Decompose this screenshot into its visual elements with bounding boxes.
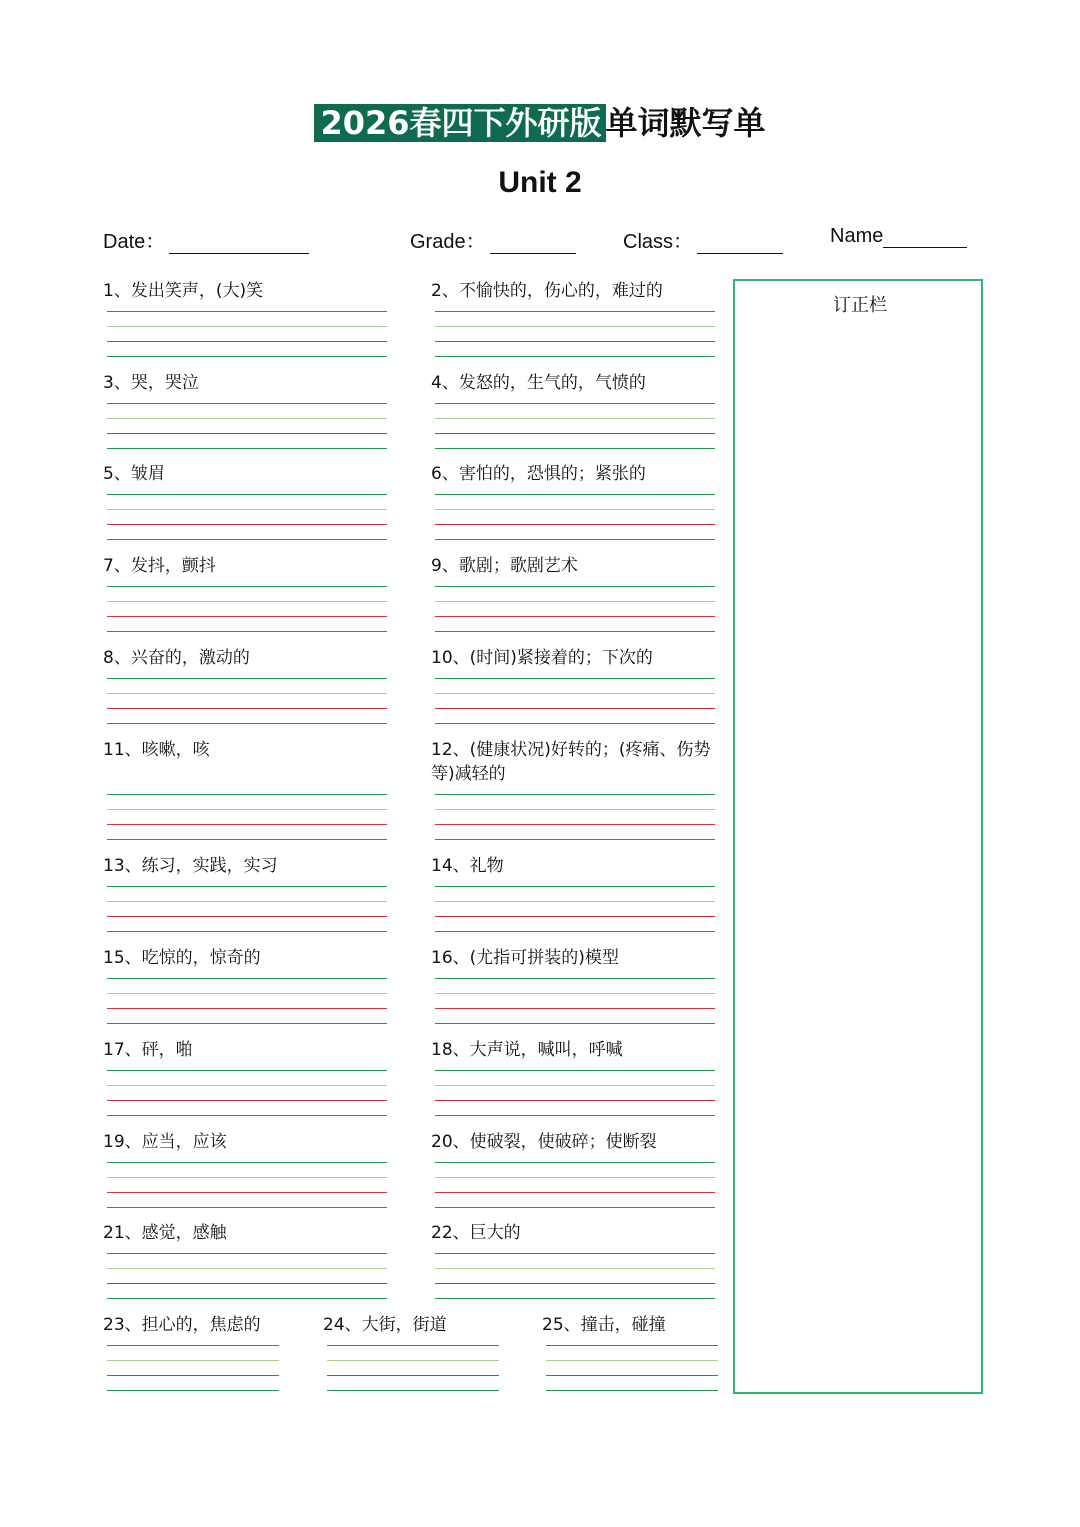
writing-line: [107, 1390, 279, 1391]
writing-line: [107, 931, 387, 932]
writing-line: [107, 794, 387, 795]
writing-line: [107, 601, 387, 602]
correction-box[interactable]: [733, 279, 983, 1394]
word-item: [431, 738, 715, 786]
writing-line: [107, 1345, 279, 1346]
writing-line: [435, 616, 715, 617]
writing-line: [107, 708, 387, 709]
writing-line: [435, 631, 715, 632]
writing-line: [107, 326, 387, 327]
word-item: [542, 1313, 718, 1337]
writing-line: [546, 1375, 718, 1376]
word-item: [103, 646, 387, 670]
writing-line: [435, 794, 715, 795]
writing-line: [107, 978, 387, 979]
page-title: [314, 97, 765, 149]
writing-line: [435, 403, 715, 404]
writing-line: [107, 1085, 387, 1086]
word-prompt: 15、吃惊的，惊奇的: [103, 948, 261, 968]
word-prompt: 20、使破裂，使破碎；使断裂: [431, 1132, 657, 1152]
writing-line: [435, 539, 715, 540]
title-rest: 单词默写单: [605, 104, 766, 142]
writing-line: [107, 693, 387, 694]
word-prompt: 12、(健康状况)好转的；(疼痛、伤势等)减轻的: [431, 740, 711, 784]
word-prompt: 25、撞击，碰撞: [542, 1315, 666, 1335]
writing-line: [107, 678, 387, 679]
word-item: [431, 854, 715, 878]
word-item: [103, 1038, 387, 1062]
grade-label: Grade：: [410, 231, 486, 253]
writing-line: [107, 1253, 387, 1254]
writing-line: [107, 1207, 387, 1208]
writing-line: [107, 539, 387, 540]
word-prompt: 6、害怕的，恐惧的；紧张的: [431, 464, 646, 484]
writing-line: [435, 1070, 715, 1071]
name-label: Name: [830, 225, 884, 247]
writing-line: [107, 1268, 387, 1269]
writing-line: [107, 1298, 387, 1299]
unit-heading: Unit 2: [498, 166, 582, 199]
date-blank[interactable]: [169, 233, 309, 254]
date-field[interactable]: [103, 225, 309, 254]
writing-line: [435, 824, 715, 825]
word-prompt: 23、担心的，焦虑的: [103, 1315, 261, 1335]
writing-line: [107, 1192, 387, 1193]
writing-line: [435, 901, 715, 902]
word-item: [103, 946, 387, 970]
word-item: [103, 1221, 387, 1245]
word-item: [103, 462, 387, 486]
date-label: Date：: [103, 231, 166, 253]
writing-line: [435, 839, 715, 840]
writing-line: [327, 1375, 499, 1376]
writing-line: [107, 901, 387, 902]
writing-line: [435, 601, 715, 602]
writing-line: [107, 433, 387, 434]
writing-line: [435, 1177, 715, 1178]
writing-line: [435, 311, 715, 312]
writing-line: [435, 1162, 715, 1163]
word-item: [431, 462, 715, 486]
correction-label: 订正栏: [833, 295, 887, 316]
writing-line: [435, 326, 715, 327]
word-prompt: 24、大街，街道: [323, 1315, 447, 1335]
word-prompt: 1、发出笑声，(大)笑: [103, 281, 264, 301]
word-item: [431, 371, 715, 395]
writing-line: [435, 1023, 715, 1024]
word-item: [431, 946, 715, 970]
word-prompt: 7、发抖，颤抖: [103, 556, 216, 576]
writing-line: [435, 886, 715, 887]
word-item: [323, 1313, 499, 1337]
writing-line: [107, 1283, 387, 1284]
word-item: [103, 279, 387, 303]
writing-line: [435, 509, 715, 510]
writing-line: [107, 311, 387, 312]
writing-line: [107, 418, 387, 419]
word-prompt: 3、哭，哭泣: [103, 373, 199, 393]
writing-line: [435, 356, 715, 357]
writing-line: [435, 678, 715, 679]
writing-line: [107, 839, 387, 840]
name-field[interactable]: [830, 225, 967, 248]
title-highlight: 2026春四下外研版: [314, 104, 605, 142]
writing-line: [107, 1070, 387, 1071]
writing-line: [107, 1115, 387, 1116]
writing-line: [107, 403, 387, 404]
writing-line: [435, 1283, 715, 1284]
writing-line: [435, 916, 715, 917]
word-item: [103, 554, 387, 578]
writing-line: [107, 616, 387, 617]
word-prompt: 4、发怒的，生气的，气愤的: [431, 373, 646, 393]
writing-line: [107, 1360, 279, 1361]
writing-line: [546, 1345, 718, 1346]
word-item: [103, 1313, 279, 1337]
writing-line: [107, 1375, 279, 1376]
word-prompt: 16、(尤指可拼装的)模型: [431, 948, 619, 968]
writing-line: [107, 524, 387, 525]
writing-line: [435, 586, 715, 587]
writing-line: [546, 1360, 718, 1361]
grade-blank[interactable]: [490, 233, 576, 254]
writing-line: [435, 693, 715, 694]
writing-line: [435, 433, 715, 434]
writing-line: [435, 723, 715, 724]
writing-line: [107, 341, 387, 342]
writing-line: [435, 341, 715, 342]
writing-line: [107, 1162, 387, 1163]
writing-line: [435, 1268, 715, 1269]
writing-line: [435, 1008, 715, 1009]
word-item: [431, 1221, 715, 1245]
word-prompt: 11、咳嗽，咳: [103, 740, 210, 760]
writing-line: [327, 1390, 499, 1391]
writing-line: [435, 1100, 715, 1101]
writing-line: [435, 1298, 715, 1299]
writing-line: [107, 356, 387, 357]
writing-line: [435, 809, 715, 810]
writing-line: [107, 993, 387, 994]
writing-line: [435, 448, 715, 449]
title-wrap: [0, 97, 1080, 149]
word-prompt: 13、练习，实践，实习: [103, 856, 278, 876]
writing-line: [107, 1177, 387, 1178]
writing-line: [327, 1345, 499, 1346]
word-item: [103, 1130, 387, 1154]
writing-line: [107, 1023, 387, 1024]
word-prompt: 14、礼物: [431, 856, 504, 876]
word-item: [431, 554, 715, 578]
word-prompt: 17、砰，啪: [103, 1040, 193, 1060]
writing-line: [107, 631, 387, 632]
word-prompt: 10、(时间)紧接着的；下次的: [431, 648, 653, 668]
word-prompt: 8、兴奋的，激动的: [103, 648, 250, 668]
word-item: [431, 279, 715, 303]
writing-line: [107, 886, 387, 887]
word-item: [103, 371, 387, 395]
word-prompt: 21、感觉，感触: [103, 1223, 227, 1243]
writing-line: [107, 1008, 387, 1009]
class-label: Class：: [623, 231, 694, 253]
writing-line: [107, 1100, 387, 1101]
writing-line: [435, 1207, 715, 1208]
word-item: [431, 1038, 715, 1062]
writing-line: [327, 1360, 499, 1361]
writing-line: [435, 708, 715, 709]
writing-line: [435, 494, 715, 495]
writing-line: [435, 931, 715, 932]
writing-line: [546, 1390, 718, 1391]
name-blank[interactable]: [883, 227, 967, 248]
word-prompt: 2、不愉快的，伤心的，难过的: [431, 281, 663, 301]
writing-line: [435, 418, 715, 419]
word-prompt: 5、皱眉: [103, 464, 165, 484]
writing-line: [435, 524, 715, 525]
writing-line: [107, 824, 387, 825]
word-prompt: 19、应当，应该: [103, 1132, 227, 1152]
word-item: [103, 854, 387, 878]
writing-line: [107, 448, 387, 449]
writing-line: [435, 1253, 715, 1254]
writing-line: [435, 978, 715, 979]
writing-line: [435, 993, 715, 994]
word-item: [431, 1130, 715, 1154]
writing-line: [107, 509, 387, 510]
word-prompt: 22、巨大的: [431, 1223, 521, 1243]
writing-line: [435, 1115, 715, 1116]
class-blank[interactable]: [697, 233, 783, 254]
class-field[interactable]: [623, 225, 783, 254]
writing-line: [107, 494, 387, 495]
writing-line: [107, 809, 387, 810]
writing-line: [435, 1085, 715, 1086]
word-prompt: 9、歌剧；歌剧艺术: [431, 556, 578, 576]
grade-field[interactable]: [410, 225, 576, 254]
writing-line: [435, 1192, 715, 1193]
word-item: [431, 646, 715, 670]
word-item: [103, 738, 387, 762]
word-prompt: 18、大声说，喊叫，呼喊: [431, 1040, 623, 1060]
writing-line: [107, 586, 387, 587]
writing-line: [107, 916, 387, 917]
writing-line: [107, 723, 387, 724]
